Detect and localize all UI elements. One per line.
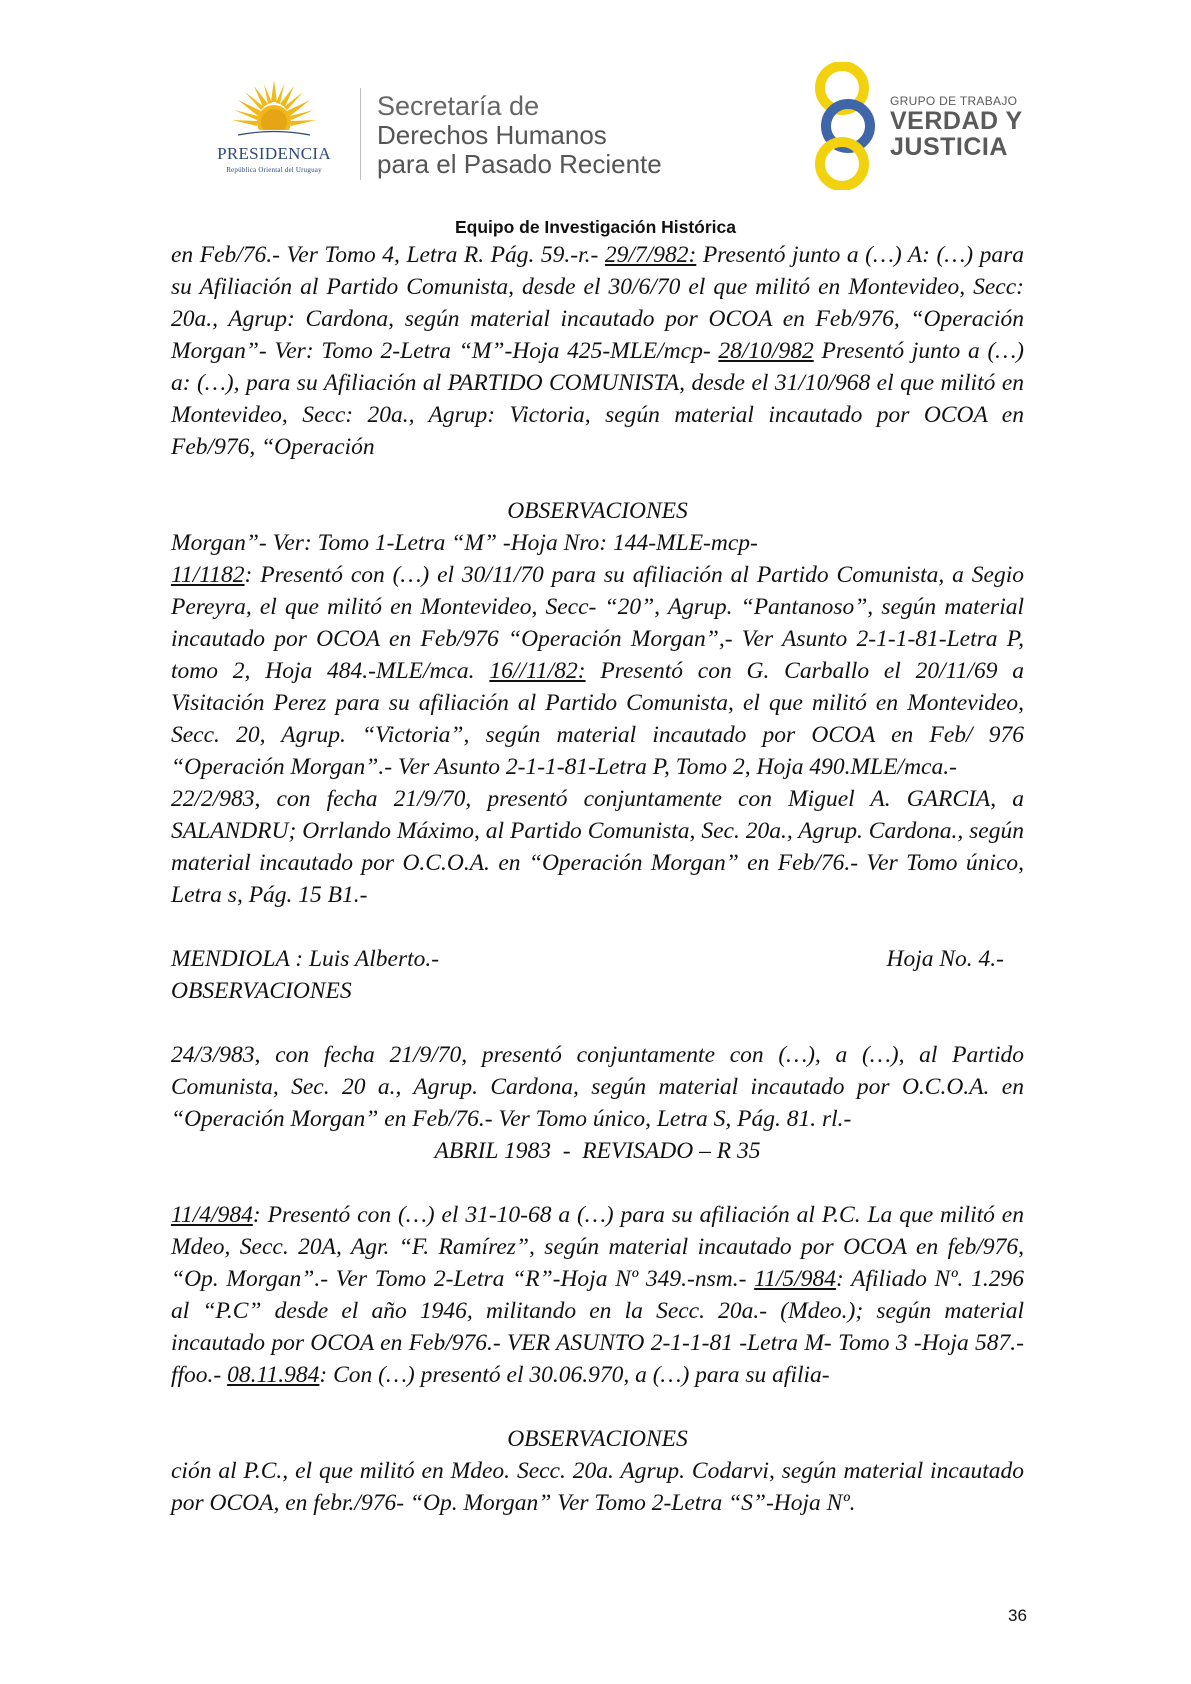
text-run: : Afiliado Nº. 1.296 al “P.C” desde el año 1946, militando en la Secc. 20a.- (Mdeo.); según material incautado por OCOA en Feb/976.- VER ASUNTO 2-1-1-81 -Letra M- Tomo 3 -Hoja 587.- ffoo.-	[171, 1266, 1024, 1388]
paragraph-1	[171, 239, 1024, 463]
header-divider	[360, 88, 361, 180]
underlined-date: 29/7/982:	[604, 242, 697, 268]
grupo-text	[890, 94, 1023, 160]
grupo-verdad-justicia-logo	[812, 62, 1042, 190]
sun-icon	[230, 78, 318, 140]
sheet-number: Hoja No. 4.-	[886, 946, 1004, 972]
underlined-date: 08.11.984	[227, 1362, 320, 1388]
secretaria-line2: Derechos Humanos	[377, 120, 607, 150]
text-run: : Presentó con (…) el 31-10-68 a (…) para su afiliación al P.C. La que militó en Mdeo, Secc. 20A, Agr. “F. Ramírez”, según material incautado por OCOA en feb/976, “Op. Morgan”.- Ver Tomo 2-Letra “R”-Hoja Nº 349.-nsm.-	[171, 1202, 1024, 1292]
underlined-date: 16//11/82:	[489, 658, 586, 684]
grupo-line3: JUSTICIA	[890, 133, 1008, 161]
text-run: Presentó junto a (…) a: (…), para su Afiliación al PARTIDO COMUNISTA, desde el 31/10/968 el que militó en Montevideo, Secc: 20a., Agrup: Victoria, según material incautado por OCOA en Feb/976, “Operación	[171, 338, 1024, 460]
paragraph-6	[171, 1199, 1024, 1391]
revisado-line: ABRIL 1983 - REVISADO – R 35	[434, 1138, 761, 1164]
observaciones-heading: OBSERVACIONES	[507, 498, 688, 524]
rings-icon	[812, 62, 884, 190]
observaciones-heading: OBSERVACIONES	[507, 1426, 688, 1452]
grupo-line1: GRUPO DE TRABAJO	[890, 94, 1018, 108]
paragraph-2: Morgan”- Ver: Tomo 1-Letra “M” -Hoja Nro: 144-MLE-mcp-	[171, 530, 758, 556]
spacer	[171, 463, 1024, 495]
spacer	[171, 1391, 1024, 1423]
underlined-date: 28/10/982	[718, 338, 814, 364]
text-run: Presentó junto a (…) A: (…) para su Afiliación al Partido Comunista, desde el 30/6/70 el que militó en Montevideo, Secc: 20a., Agrup: Cardona, según material incautado por OCOA en Feb/976, “Operación Morgan”- Ver: Tomo 2-Letra “M”-Hoja 425-MLE/mcp-	[171, 242, 1024, 364]
observaciones-heading: OBSERVACIONES	[171, 978, 352, 1004]
spacer	[171, 911, 1024, 943]
text-run: : Con (…) presentó el 30.06.970, a (…) para su afilia-	[319, 1362, 830, 1388]
spacer	[171, 1167, 1024, 1199]
underlined-date: 11/4/984	[171, 1202, 253, 1228]
text-run: en Feb/76.- Ver Tomo 4, Letra R. Pág. 59.-r.-	[171, 242, 605, 268]
paragraph-5: 24/3/983, con fecha 21/9/70, presentó conjuntamente con (…), a (…), al Partido Comunista, Sec. 20 a., Agrup. Cardona, según material incautado por O.C.O.A. en “Operación Morgan” en Feb/76.- Ver Tomo único, Letra S, Pág. 81. rl.-	[171, 1042, 1024, 1132]
page-number: 36	[1008, 1606, 1027, 1625]
paragraph-3	[171, 559, 1024, 783]
person-name: MENDIOLA : Luis Alberto.-	[171, 946, 440, 972]
presidencia-subtitle: República Oriental del Uruguay	[226, 166, 322, 174]
letterhead	[0, 0, 1191, 215]
grupo-line2: VERDAD Y	[890, 107, 1023, 135]
spacer	[171, 1007, 1024, 1039]
paragraph-4: 22/2/983, con fecha 21/9/70, presentó conjuntamente con Miguel A. GARCIA, a SALANDRU; Orrlando Máximo, al Partido Comunista, Sec. 20a., Agrup. Cardona., según material incautado por O.C.O.A. en “Operación Morgan” en Feb/76.- Ver Tomo único, Letra s, Pág. 15 B1.-	[171, 786, 1024, 908]
document-body	[171, 239, 1024, 1519]
underlined-date: 11/1182	[171, 562, 245, 588]
presidencia-name: PRESIDENCIA	[217, 144, 331, 163]
secretaria-line3: para el Pasado Reciente	[377, 149, 662, 179]
presidencia-logo	[195, 78, 353, 178]
secretaria-line1: Secretaría de	[377, 91, 540, 121]
name-line	[171, 943, 1024, 975]
team-title: Equipo de Investigación Histórica	[454, 217, 737, 237]
text-run: Presentó con G. Carballo el 20/11/69 a Visitación Perez para su afiliación al Partido Comunista, el que militó en Montevideo, Secc. 20, Agrup. “Victoria”, según material incautado por OCOA en Feb/ 976 “Operación Morgan”.- Ver Asunto 2-1-1-81-Letra P, Tomo 2, Hoja 490.MLE/mca.-	[171, 658, 1024, 780]
text-run: : Presentó con (…) el 30/11/70 para su afiliación al Partido Comunista, a Segio Pereyra, el que militó en Montevideo, Secc- “20”, Agrup. “Pantanoso”, según material incautado por OCOA en Feb/976 “Operación Morgan”,- Ver Asunto 2-1-1-81-Letra P, tomo 2, Hoja 484.-MLE/mca.	[171, 562, 1024, 684]
underlined-date: 11/5/984	[754, 1266, 836, 1292]
paragraph-7: ción al P.C., el que militó en Mdeo. Secc. 20a. Agrup. Codarvi, según material incautado por OCOA, en febr./976- “Op. Morgan” Ver Tomo 2-Letra “S”-Hoja Nº.	[171, 1458, 1024, 1516]
secretaria-title	[377, 92, 662, 179]
